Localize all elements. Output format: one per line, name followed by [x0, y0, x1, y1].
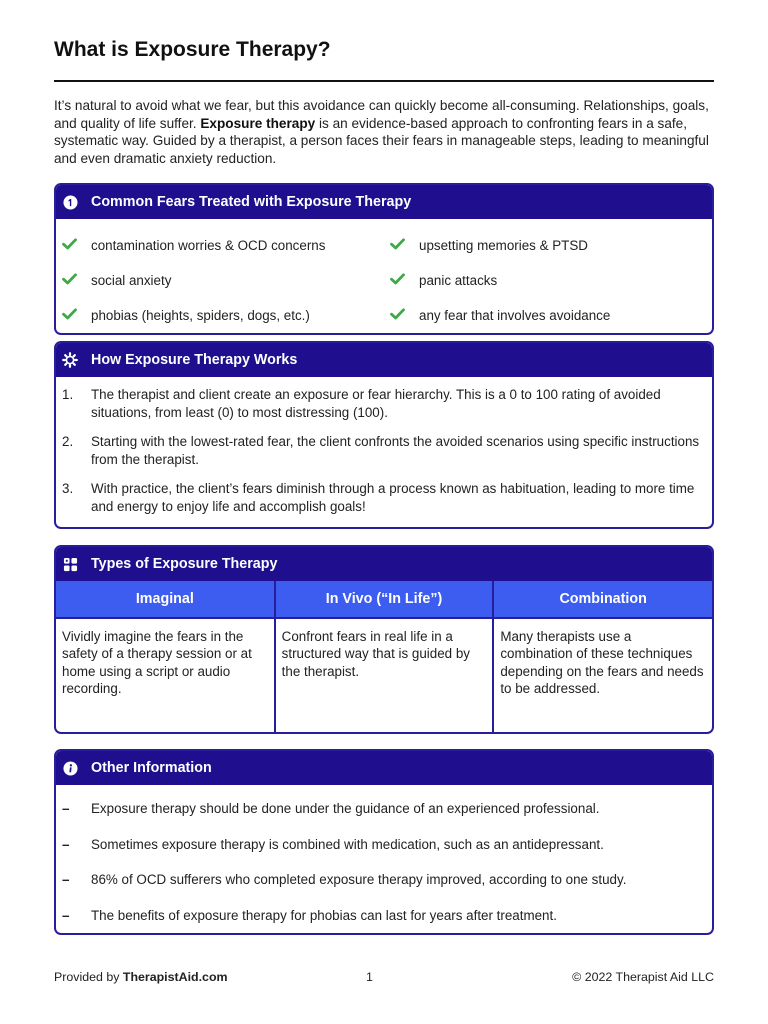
- info-item: [56, 791, 712, 827]
- info-item: [56, 898, 712, 934]
- intro-paragraph: [54, 97, 714, 167]
- info-item: [56, 827, 712, 863]
- types-table: [56, 581, 712, 732]
- step-number: 2.: [62, 434, 74, 449]
- fear-item-label: contamination worries & OCD concerns: [91, 238, 326, 253]
- dash-bullet: –: [62, 872, 70, 888]
- checkmark-icon: [390, 238, 419, 253]
- info-list: [56, 785, 712, 933]
- info-item-text: Exposure therapy should be done under the guidance of an experienced professional.: [91, 801, 600, 817]
- how-it-works-title: How Exposure Therapy Works: [91, 352, 298, 368]
- checkmark-icon: [62, 308, 91, 323]
- info-icon: [62, 760, 78, 776]
- other-info-title: Other Information: [91, 760, 212, 776]
- cell-combination: Many therapists use a combination of these techniques depending on the fears and needs to be addressed.: [493, 618, 712, 732]
- intro-text-end: is an evidence-based approach to confronting fears in a safe, systematic way. Guided by a therapist, a person faces their fears in manageable steps, leading to meaningful and even dramatic anxiety reduction.: [54, 115, 709, 166]
- dash-bullet: –: [62, 801, 70, 817]
- footer-provided-prefix: Provided by: [54, 970, 123, 984]
- step-text: The therapist and client create an exposure or fear hierarchy. This is a 0 to 100 rating of avoided situations, from least (0) to most distressing (100).: [91, 387, 661, 420]
- step-item: [62, 386, 702, 421]
- intro-text-start: It’s natural to avoid what we fear, but this avoidance can quickly become all-consuming. Relationships, goals, and quality of life suffer.: [54, 98, 709, 131]
- step-text: With practice, the client’s fears diminish through a process known as habituation, leading to more time and energy to enjoy life and accomplish goals!: [91, 481, 695, 514]
- footer-page-number: 1: [366, 970, 373, 984]
- types-header: [56, 547, 712, 581]
- dash-bullet: –: [62, 907, 70, 923]
- column-header-imaginal: Imaginal: [56, 581, 275, 618]
- common-fears-card: [54, 183, 714, 335]
- checkmark-icon: [62, 238, 91, 253]
- fear-item-label: any fear that involves avoidance: [419, 308, 611, 323]
- fear-item: [56, 263, 384, 298]
- checkmark-icon: [390, 308, 419, 323]
- column-header-in-vivo: In Vivo (“In Life”): [275, 581, 494, 618]
- gear-icon: [62, 352, 78, 368]
- dash-bullet: –: [62, 836, 70, 852]
- fear-item: [56, 228, 384, 263]
- common-fears-header: [56, 185, 712, 219]
- how-it-works-card: [54, 341, 714, 529]
- fear-item-label: upsetting memories & PTSD: [419, 238, 588, 253]
- fear-item-label: panic attacks: [419, 273, 498, 288]
- cell-imaginal: Vividly imagine the fears in the safety of a therapy session or at home using a script or audio recording.: [56, 618, 275, 732]
- how-it-works-header: [56, 343, 712, 377]
- page-title: What is Exposure Therapy?: [54, 38, 331, 61]
- fear-item-label: phobias (heights, spiders, dogs, etc.): [91, 308, 310, 323]
- cell-in-vivo: Confront fears in real life in a structured way that is guided by the therapist.: [275, 618, 494, 732]
- other-info-header: [56, 751, 712, 785]
- step-item: [62, 433, 702, 468]
- footer-provided-by: [54, 970, 228, 984]
- step-number: 1.: [62, 387, 74, 402]
- fear-item: [56, 298, 384, 333]
- fear-item: [384, 228, 712, 263]
- types-card: [54, 545, 714, 734]
- types-title: Types of Exposure Therapy: [91, 556, 278, 572]
- fear-item-label: social anxiety: [91, 273, 172, 288]
- title-divider: [54, 80, 714, 82]
- numbered-one-icon: [62, 194, 78, 210]
- info-item-text: Sometimes exposure therapy is combined with medication, such as an antidepressant.: [91, 836, 604, 852]
- info-item: [56, 862, 712, 898]
- intro-bold-term: Exposure therapy: [200, 115, 316, 131]
- column-header-combination: Combination: [493, 581, 712, 618]
- step-number: 3.: [62, 481, 74, 496]
- fear-item: [384, 263, 712, 298]
- footer-copyright: © 2022 Therapist Aid LLC: [572, 970, 714, 984]
- checkmark-icon: [390, 273, 419, 288]
- info-item-text: 86% of OCD sufferers who completed exposure therapy improved, according to one study.: [91, 872, 627, 888]
- steps-list: [56, 377, 712, 527]
- info-item-text: The benefits of exposure therapy for phobias can last for years after treatment.: [91, 907, 557, 923]
- step-item: [62, 480, 702, 515]
- fear-item: [384, 298, 712, 333]
- grid-icon: [62, 556, 78, 572]
- step-text: Starting with the lowest-rated fear, the client confronts the avoided scenarios using specific instructions from the therapist.: [91, 434, 700, 467]
- checkmark-icon: [62, 273, 91, 288]
- common-fears-title: Common Fears Treated with Exposure Therapy: [91, 194, 412, 210]
- other-info-card: [54, 749, 714, 935]
- footer-brand-link[interactable]: TherapistAid.com: [122, 970, 228, 984]
- fears-list: [56, 219, 712, 333]
